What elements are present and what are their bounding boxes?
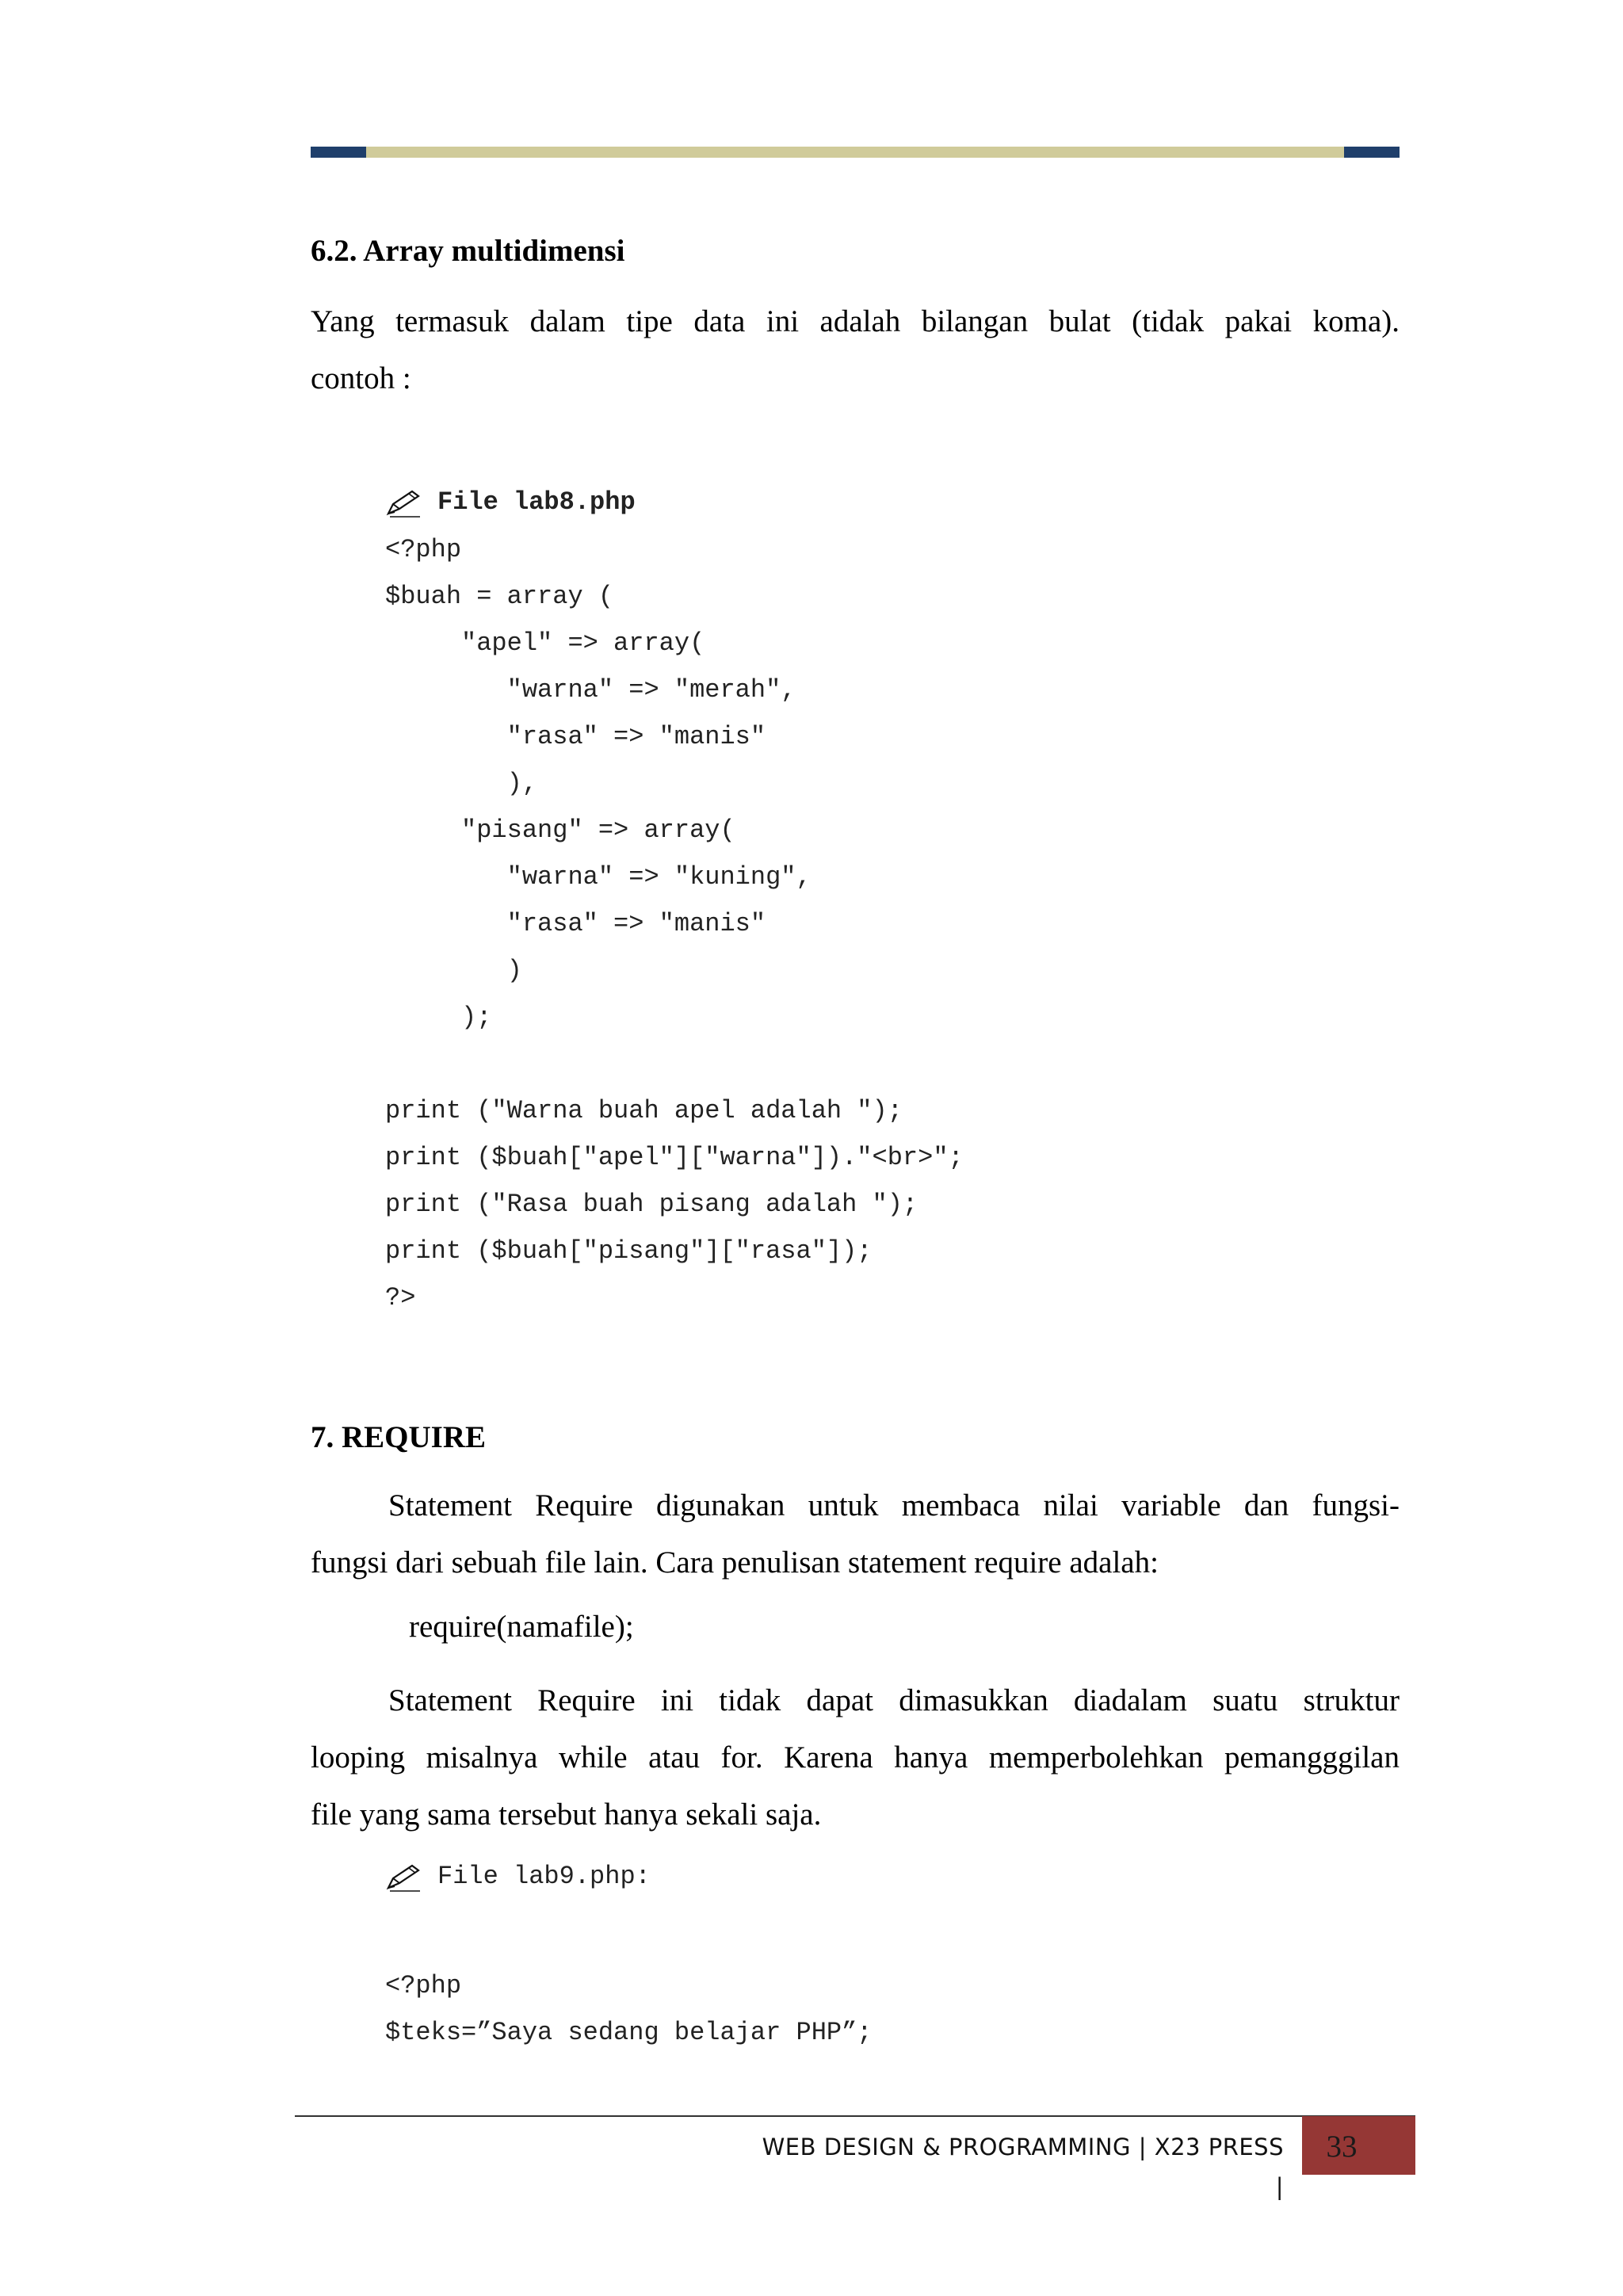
footer-rule (295, 2115, 1415, 2117)
code-line: print ("Warna buah apel adalah "); (385, 1096, 903, 1125)
page-number-box (1302, 2116, 1415, 2175)
code-line: print ($buah["apel"]["warna"])."<br>"; (385, 1143, 964, 1172)
section-6-2-paragraph (311, 293, 1400, 407)
code-line: "rasa" => "manis" (385, 722, 766, 751)
code-line: "warna" => "kuning", (385, 862, 812, 892)
require-syntax: require(namafile); (409, 1610, 634, 1644)
code-line: ?> (385, 1283, 416, 1312)
paragraph-line: Yang termasuk dalam tipe data ini adalah bilangan bulat (tidak pakai koma). (311, 304, 1400, 338)
code-line: $teks=”Saya sedang belajar PHP”; (385, 2018, 873, 2047)
file-name: File lab9.php: (437, 1862, 651, 1891)
header-bar-left-cap (311, 147, 366, 158)
paragraph-line: fungsi dari sebuah file lain. Cara penulisan statement require adalah: (311, 1545, 1159, 1580)
paragraph-line: contoh : (311, 361, 411, 395)
code-file-label (385, 487, 636, 518)
code-line: "rasa" => "manis" (385, 909, 766, 938)
pencil-icon (385, 1861, 423, 1893)
header-bar (311, 147, 1400, 158)
footer-title: WEB DESIGN & PROGRAMMING | X23 PRESS | (762, 2134, 1284, 2200)
paragraph-line: Statement Require digunakan untuk membaca nilai variable dan fungsi- (388, 1488, 1400, 1522)
paragraph-line: file yang sama tersebut hanya sekali saja. (311, 1797, 822, 1832)
code-line: "apel" => array( (385, 628, 705, 658)
code-line: <?php (385, 1971, 462, 2000)
code-line: $buah = array ( (385, 582, 614, 611)
code-line: ) (385, 956, 522, 985)
file-name: File lab8.php (437, 487, 636, 517)
paragraph-line: looping misalnya while atau for. Karena hanya memperbolehkan pemangggilan (311, 1740, 1400, 1775)
code-line: ), (385, 769, 538, 798)
header-bar-right-cap (1344, 147, 1400, 158)
paragraph-line: Statement Require ini tidak dapat dimasukkan diadalam suatu struktur (388, 1683, 1400, 1717)
section-heading-7: 7. REQUIRE (311, 1420, 487, 1454)
section-7-paragraph-1 (311, 1477, 1400, 1591)
section-7-paragraph-2 (311, 1672, 1400, 1843)
code-line: print ("Rasa buah pisang adalah "); (385, 1190, 918, 1219)
code-line: <?php (385, 535, 462, 564)
code-line: "pisang" => array( (385, 816, 735, 845)
code-line: ); (385, 1003, 492, 1032)
code-line: "warna" => "merah", (385, 675, 796, 705)
section-heading-6-2: 6.2. Array multidimensi (311, 234, 625, 268)
code-file-label (385, 1861, 651, 1893)
code-line: print ($buah["pisang"]["rasa"]); (385, 1236, 873, 1266)
pencil-icon (385, 487, 423, 518)
page-number: 33 (1326, 2130, 1358, 2164)
